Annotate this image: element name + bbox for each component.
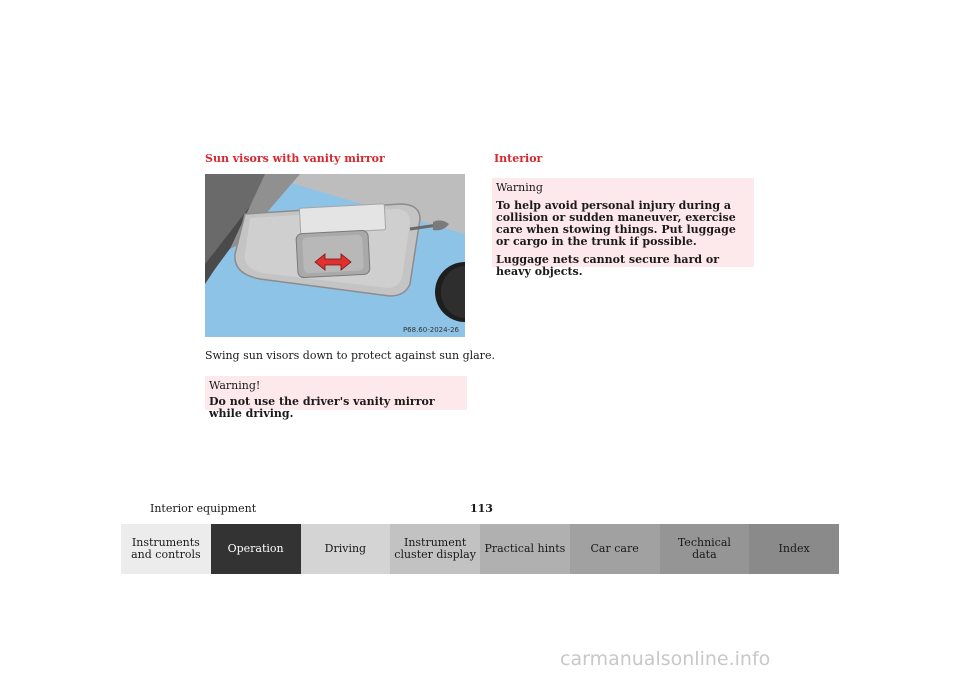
tab-label: Instruments and controls bbox=[131, 536, 201, 561]
sun-visor-body-text: Swing sun visors down to protect against sun glare. bbox=[205, 349, 495, 362]
interior-heading: Interior bbox=[494, 152, 543, 165]
sun-visor-illustration bbox=[205, 174, 465, 337]
warning-text: Luggage nets cannot secure hard or heavy objects. bbox=[496, 253, 720, 278]
warning-title: Warning! bbox=[209, 379, 261, 392]
tab-driving[interactable] bbox=[301, 524, 391, 574]
tab-index[interactable] bbox=[749, 524, 839, 574]
tab-label: Practical hints bbox=[484, 542, 566, 555]
page-number: 113 bbox=[470, 502, 493, 515]
warning-title: Warning bbox=[496, 181, 543, 194]
sun-visor-drawing bbox=[205, 174, 465, 337]
chapter-nav bbox=[121, 524, 839, 574]
tab-car-care[interactable] bbox=[570, 524, 660, 574]
interior-warning bbox=[492, 178, 754, 278]
tab-instruments-and-controls[interactable] bbox=[121, 524, 211, 574]
warning-text: To help avoid personal injury during a collision or sudden maneuver, exercise care when stowing things. Put luggage or cargo in the trunk if possible. bbox=[496, 199, 736, 248]
tab-practical-hints[interactable] bbox=[480, 524, 570, 574]
sun-visor-heading: Sun visors with vanity mirror bbox=[205, 152, 385, 165]
tab-label: Technical data bbox=[677, 536, 731, 561]
watermark: carmanualsonline.info bbox=[560, 648, 771, 670]
warning-text: Do not use the driver's vanity mirror while driving. bbox=[209, 395, 435, 420]
tab-operation[interactable] bbox=[211, 524, 301, 574]
section-title: Interior equipment bbox=[150, 502, 257, 515]
tab-label: Operation bbox=[227, 542, 284, 555]
figure-code: P68.60-2024-26 bbox=[402, 326, 459, 334]
tab-label: Index bbox=[778, 542, 810, 555]
tab-instrument-cluster-display[interactable] bbox=[390, 524, 480, 574]
vanity-mirror-warning bbox=[205, 376, 467, 420]
tab-label: Driving bbox=[324, 542, 367, 555]
tab-technical-data[interactable] bbox=[660, 524, 750, 574]
tab-label: Car care bbox=[590, 542, 639, 555]
tab-label: Instrument cluster display bbox=[394, 536, 476, 561]
